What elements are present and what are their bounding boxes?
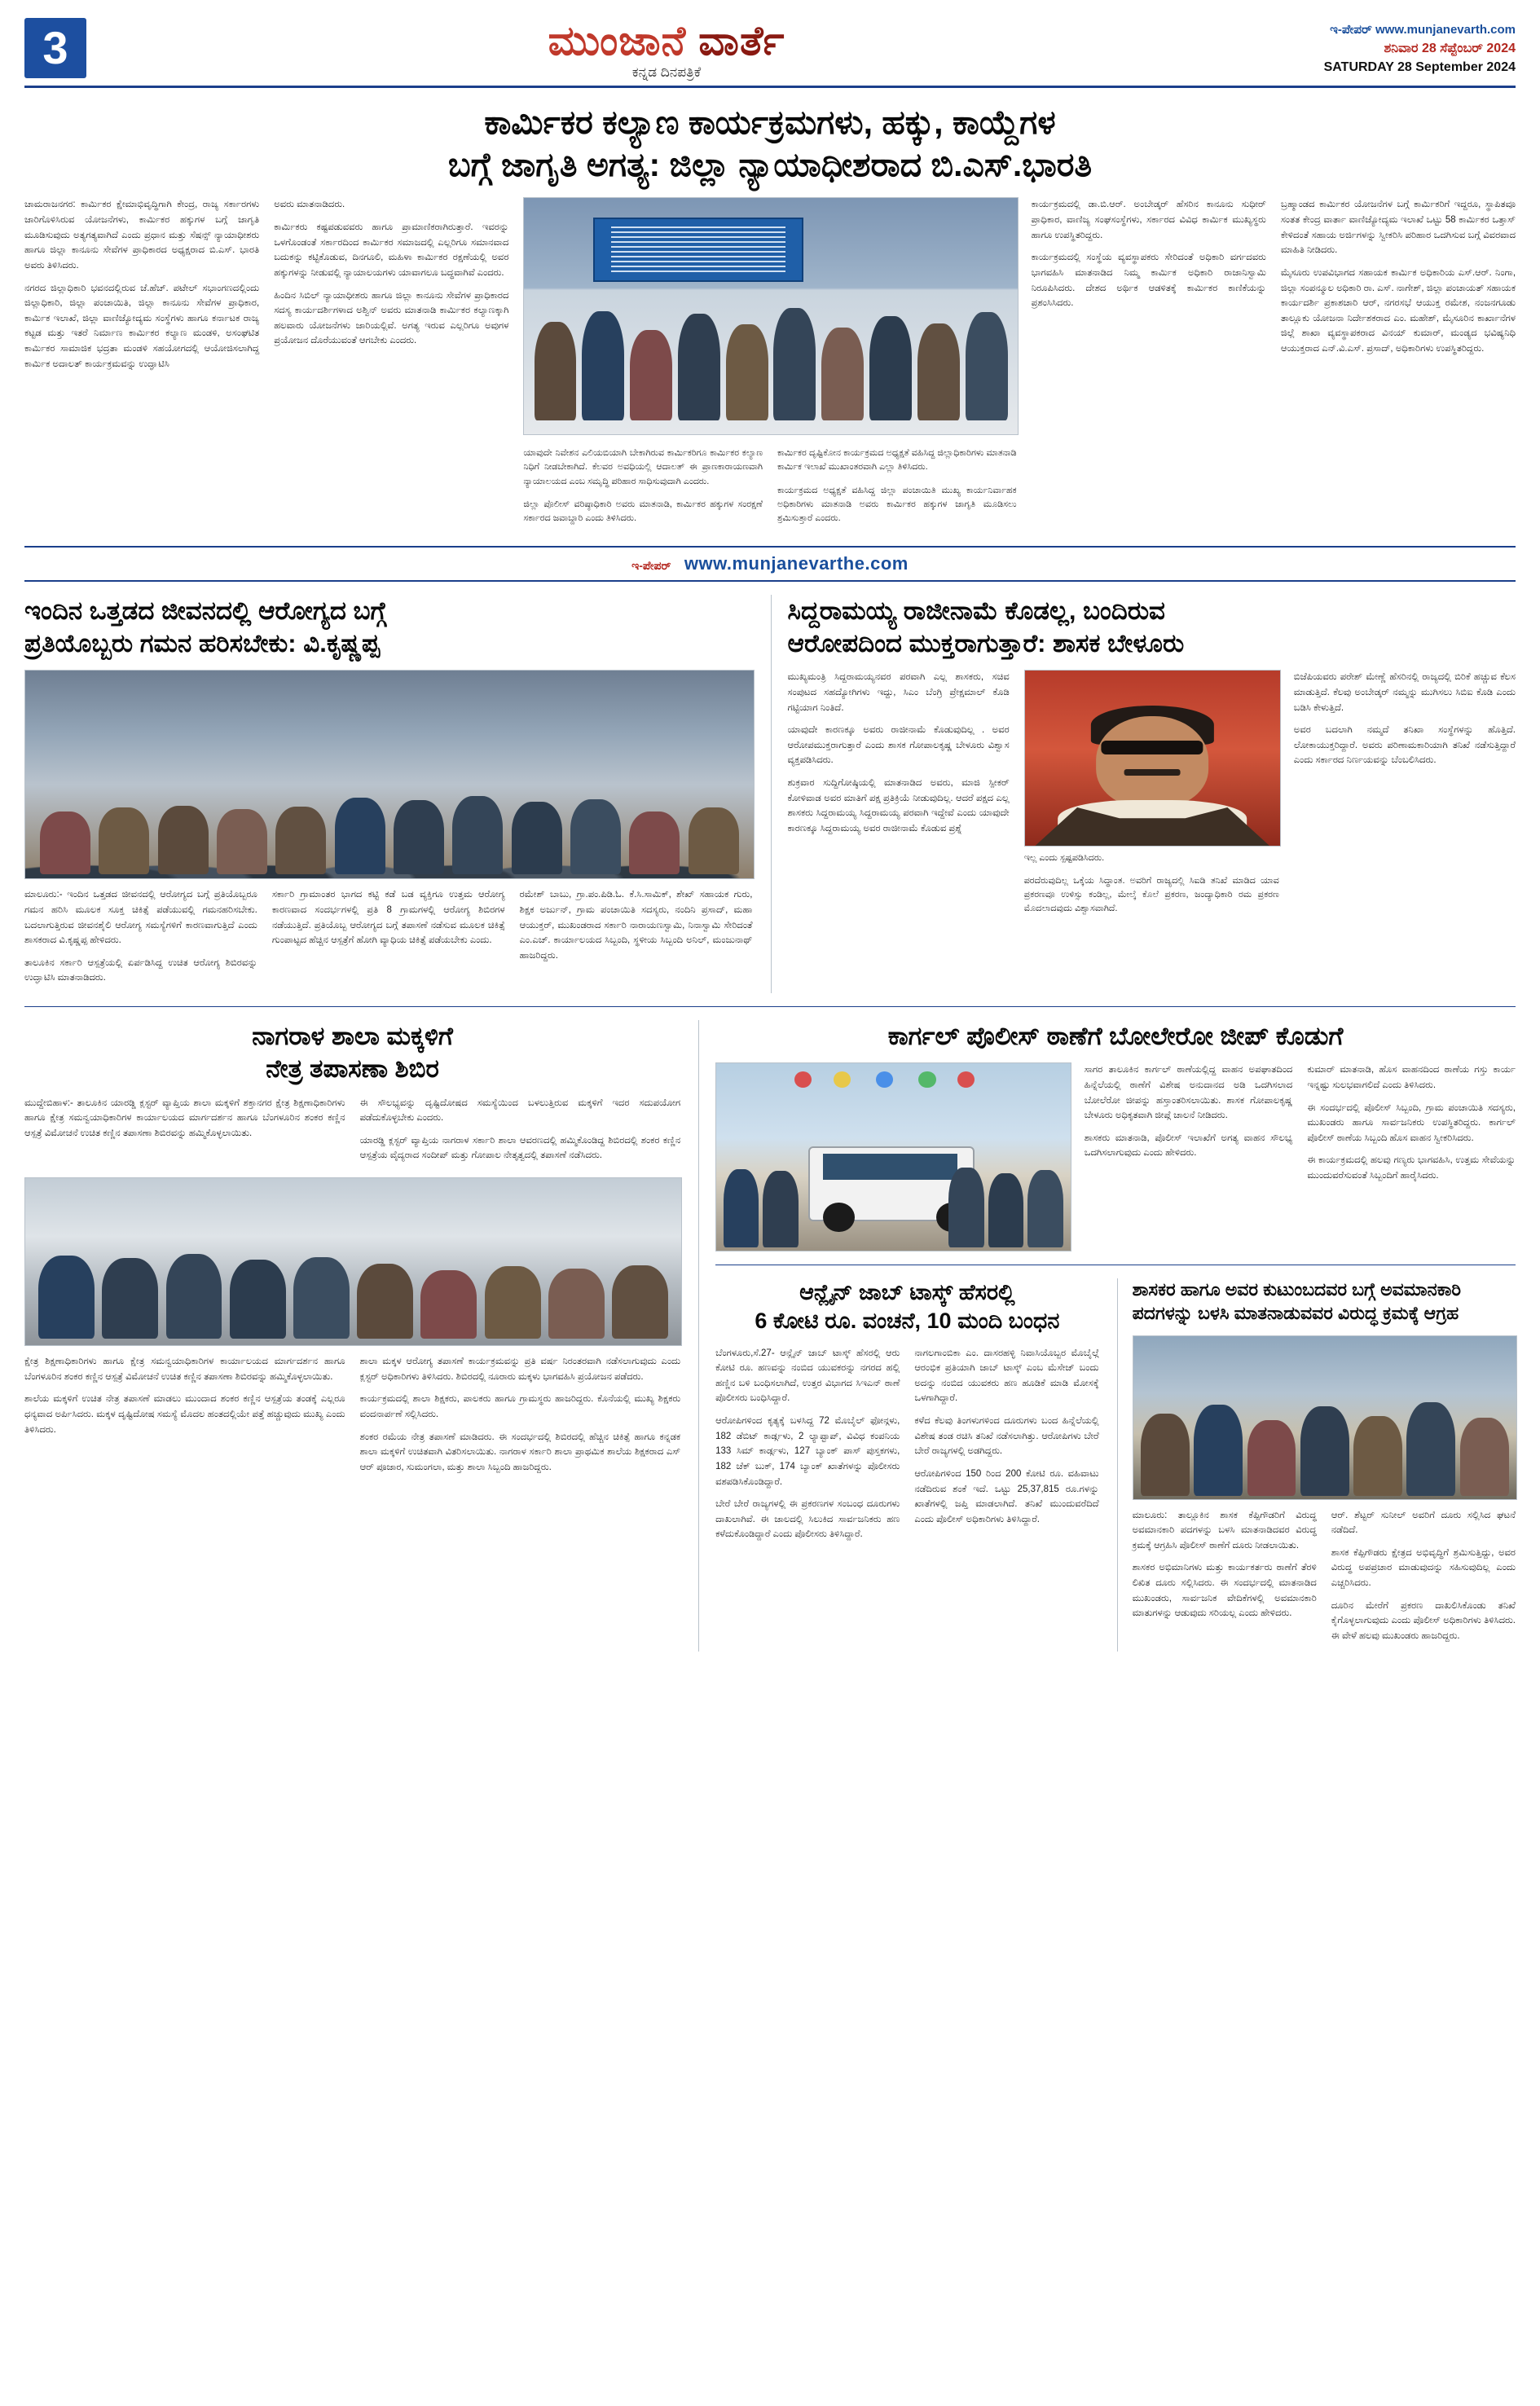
eye-camp-headline	[24, 1020, 680, 1086]
jeep-headline: ಕಾರ್ಗಲ್ ಪೊಲೀಸ್ ಠಾಣೆಗೆ ಬೋಲೇರೋ ಜೀಪ್ ಕೊಡುಗೆ	[887, 1022, 1344, 1051]
siddaramaiah-headline	[788, 595, 1516, 661]
paragraph: ಈ ಸೌಲಭ್ಯವನ್ನು ದೃಷ್ಟಿದೋಷದ ಸಮಸ್ಯೆಯಿಂದ ಬಳಲುತ್ತಿರುವ ಮಕ್ಕಳಿಗೆ ಇದರ ಸದುಪಯೋಗ ಪಡೆದುಕೊಳ್ಳಬೇಕು ಎಂದರು.	[359, 1097, 681, 1124]
paragraph: ಈ ಕಾರ್ಯಕ್ರಮದಲ್ಲಿ ಹಲವು ಗಣ್ಯರು ಭಾಗವಹಿಸಿ, ಉತ್ತಮ ಸೇವೆಯನ್ನು ಮುಂದುವರೆಸುವಂತೆ ಸಿಬ್ಬಂದಿಗೆ ಹಾರೈಸಿದರು.	[1307, 1155, 1516, 1181]
fourth-row	[715, 1278, 1516, 1651]
health-headline	[24, 595, 753, 661]
masthead-meta	[1247, 18, 1516, 77]
paragraph: ಬೇರೆ ಬೇರೆ ರಾಜ್ಯಗಳಲ್ಲಿ ಈ ಪ್ರಕರಣಗಳ ಸಂಬಂಧ ದೂರುಗಳು ದಾಖಲಾಗಿವೆ. ಈ ಜಾಲದಲ್ಲಿ ಸಿಲುಕಿದ ಸಾರ್ವಜನಿಕರು ಹಣ ಕಳೆದುಕೊಂಡಿದ್ದಾರೆ ಎಂದು ಪೊಲೀಸರು ತಿಳಿಸಿದ್ದಾರೆ.	[715, 1499, 900, 1540]
paragraph: ಶಾಲೆಯ ಮಕ್ಕಳಿಗೆ ಉಚಿತ ನೇತ್ರ ತಪಾಸಣೆ ಮಾಡಲು ಮುಂದಾದ ಶಂಕರ ಕಣ್ಣಿನ ಆಸ್ಪತ್ರೆಯ ತಂಡಕ್ಕೆ ಎಲ್ಲರೂ ಧನ್ಯವಾದ ಅರ್ಪಿಸಿದರು. ಮಕ್ಕಳ ದೃಷ್ಟಿದೋಷ ಸಮಸ್ಯೆ ಮೊದಲ ಹಂತದಲ್ಲಿಯೇ ಪತ್ತೆ ಹಚ್ಚುವುದು ಮುಖ್ಯ ಎಂದು ತಿಳಿಸಿದರು.	[24, 1394, 345, 1435]
newspaper-title	[86, 20, 1247, 63]
lead-story-columns	[24, 197, 1516, 534]
lead-event-photo	[523, 197, 1018, 435]
paragraph: ಕಾರ್ಯಕ್ರಮದಲ್ಲಿ ಶಾಲಾ ಶಿಕ್ಷಕರು, ಪಾಲಕರು ಹಾಗೂ ಗ್ರಾಮಸ್ಥರು ಹಾಜರಿದ್ದರು. ಕೊನೆಯಲ್ಲಿ ಮುಖ್ಯ ಶಿಕ್ಷಕರು ವಂದನಾರ್ಪಣೆ ಸಲ್ಲಿಸಿದರು.	[359, 1394, 681, 1419]
lead-col-3	[1032, 197, 1266, 534]
paragraph: ಮಾಲೂರು: ತಾಲ್ಲೂಕಿನ ಶಾಸಕ ಕೆಪ್ಪಿಗೌಡರಿಗೆ ವಿರುದ್ಧ ಅವಮಾನಕಾರಿ ಪದಗಳನ್ನು ಬಳಸಿ ಮಾತನಾಡಿದವರ ವಿರುದ್ಧ ಕ್ರಮಕ್ಕೆ ಆಗ್ರಹಿಸಿ ಪೊಲೀಸ್ ಠಾಣೆಗೆ ದೂರು ನೀಡಲಾಯಿತು.	[1132, 1510, 1317, 1550]
crime-headline-line2: ಪದಗಳನ್ನು ಬಳಸಿ ಮಾತನಾಡುವವರ ವಿರುದ್ಧ ಕ್ರಮಕ್ಕೆ ಆಗ್ರಹ	[1132, 1302, 1459, 1323]
lead-col-1	[24, 197, 259, 534]
mla-crime-story	[1117, 1278, 1516, 1651]
epaper-strip-label: ಇ-ಪೇಪರ್	[631, 558, 671, 572]
paragraph: ಬ್ರಹ್ಮಾಂಡದ ಕಾರ್ಮಿಕರ ಯೋಜನೆಗಳ ಬಗ್ಗೆ ಕಾರ್ಮಿಕರಿಗೆ ಇದ್ದರೂ, ಸ್ಥಾಪಿತವೂ ಸಂತತ ಕೇಂದ್ರ ವಾರ್ತಾ ವಾಣಿಜ್ಯೋದ್ಯಮ ಇಲಾಖೆ ಒಟ್ಟು 58 ಕಾರ್ಮಿಕರ ಒತ್ತಾಸ್ ಕೇಳಿದಂತೆ ಸಹಾಯ ಅರ್ಜಿಗಳನ್ನು ಸ್ವೀಕರಿಸಿ ಪರಿಹಾರ ಒದಗಿಸುವ ಬಗ್ಗೆ ವಿವರವಾದ ಮಾಹಿತಿ ನೀಡಿದರು.	[1280, 200, 1516, 256]
siddaramaiah-story	[771, 595, 1516, 993]
lead-col-2	[274, 197, 508, 534]
third-row	[24, 1020, 1516, 1651]
newspaper-subtitle: ಕನ್ನಡ ದಿನಪತ್ರಿಕೆ	[631, 64, 702, 80]
paragraph: ಚಾಮರಾಜನಗರ: ಕಾರ್ಮಿಕರ ಕ್ಷೇಮಾಭಿವೃದ್ಧಿಗಾಗಿ ಕೇಂದ್ರ, ರಾಜ್ಯ ಸರ್ಕಾರಗಳು ಜಾರಿಗೊಳಿಸಿರುವ ಯೋಜನೆಗಳು, ಕಾರ್ಮಿಕರ ಹಕ್ಕುಗಳ ಬಗ್ಗೆ ಜಾಗೃತಿ ಮೂಡಿಸುವುದು ಅತ್ಯಗತ್ಯವಾಗಿದೆ ಎಂದು ಪ್ರಧಾನ ಮತ್ತು ಸೆಷನ್ಸ್ ನ್ಯಾಯಾಧೀಶರು ಹಾಗೂ ಜಿಲ್ಲಾ ಕಾನೂನು ಸೇವೆಗಳ ಪ್ರಾಧಿಕಾರದ ಅಧ್ಯಕ್ಷರಾದ ಬಿ.ಎಸ್. ಭಾರತಿ ಅವರು ತಿಳಿಸಿದರು.	[24, 200, 260, 271]
job-headline-line2: 6 ಕೋಟಿ ರೂ. ವಂಚನೆ, 10 ಮಂದಿ ಬಂಧನ	[755, 1309, 1060, 1334]
sid-headline-line2: ಆರೋಪದಿಂದ ಮುಕ್ತರಾಗುತ್ತಾರೆ: ಶಾಸಕ ಬೇಳೂರು	[787, 628, 1185, 658]
paragraph: ತಾಲೂಕಿನ ಸರ್ಕಾರಿ ಆಸ್ಪತ್ರೆಯಲ್ಲಿ ಏರ್ಪಡಿಸಿದ್ದ ಉಚಿತ ಆರೋಗ್ಯ ಶಿಬಿರವನ್ನು ಉದ್ಘಾಟಿಸಿ ಮಾತನಾಡಿದರು.	[24, 957, 257, 983]
photo-caption: ಇಲ್ಲ ಎಂದು ಸ್ಪಷ್ಟಪಡಿಸಿದರು.	[1023, 853, 1105, 864]
paragraph: ಈ ಸಂದರ್ಭದಲ್ಲಿ ಪೊಲೀಸ್ ಸಿಬ್ಬಂದಿ, ಗ್ರಾಮ ಪಂಚಾಯಿತಿ ಸದಸ್ಯರು, ಮುಖಂಡರು ಹಾಗೂ ಸಾರ್ವಜನಿಕರು ಉಪಸ್ಥಿತರಿದ್ದರು. ಕಾರ್ಗಲ್ ಪೊಲೀಸ್ ಠಾಣೆಯ ಸಿಬ್ಬಂದಿ ಹೊಸ ವಾಹನ ಸ್ವೀಕರಿಸಿದರು.	[1307, 1102, 1516, 1143]
lead-headline-line2: ಬಗ್ಗೆ ಜಾಗೃತಿ ಅಗತ್ಯ: ಜಿಲ್ಲಾ ನ್ಯಾಯಾಧೀಶರಾದ ಬಿ.ಎಸ್.ಭಾರತಿ	[447, 145, 1093, 183]
paragraph: ಯಾವುದೇ ಕಾರಣಕ್ಕೂ ಅವರು ರಾಜೀನಾಮೆ ಕೊಡುವುದಿಲ್ಲ . ಅವರ ಆರೋಪಮುಕ್ತರಾಗುತ್ತಾರೆ ಎಂದು ಶಾಸಕ ಗೋಪಾಲಕೃಷ್ಣ ಬೇಳೂರು ವಿಶ್ವಾಸ ವ್ಯಕ್ತಪಡಿಸಿದರು.	[787, 725, 1010, 766]
dignitaries-row	[535, 284, 1008, 420]
paragraph: ಮುಖ್ಯಮಂತ್ರಿ ಸಿದ್ದರಾಮಯ್ಯನವರ ಪರವಾಗಿ ಎಲ್ಲ ಶಾಸಕರು, ಸಚಿವ ಸಂಪುಟದ ಸಹದ್ಯೋಗಿಗಳು ಇದ್ದು, ಸಿಎಂ ಬೆಂಗ್ರಿ ಪ್ರೇಕ್ಷಮಾಲ್ ಕೊಡಿ ಗಟ್ಟಿಯಾಗ ನಿಂತಿದೆ.	[787, 672, 1010, 713]
page-number-badge: 3	[24, 18, 86, 78]
paragraph: ಅವರ ಬದಲಾಗಿ ನಮ್ಮದೆ ತನಿಖಾ ಸಂಸ್ಥೆಗಳನ್ನು ಹೊತ್ತಿದೆ. ಲೋಕಾಯುಕ್ತರಿದ್ದಾರೆ. ಅವರು ಪರಿಣಾಮಕಾರಿಯಾಗಿ ತನಿಖೆ ನಡೆಸುತ್ತಿದ್ದಾರೆ ಎಂದು ಸರ್ಕಾರದ ನಿರ್ಣಯವನ್ನು ಬೆಂಬಲಿಸಿದರು.	[1293, 725, 1516, 766]
sunglasses-icon	[1102, 741, 1203, 754]
paragraph: ಶಾಸಕರ ಅಭಿಮಾನಿಗಳು ಮತ್ತು ಕಾರ್ಯಕರ್ತರು ಠಾಣೆಗೆ ತೆರಳಿ ಲಿಖಿತ ದೂರು ಸಲ್ಲಿಸಿದರು. ಈ ಸಂದರ್ಭದಲ್ಲಿ ಮಾತನಾಡಿದ ಮುಖಂಡರು, ಸಾರ್ವಜನಿಕ ವೇದಿಕೆಗಳಲ್ಲಿ ಅವಮಾನಕಾರಿ ಮಾತುಗಳನ್ನು ಆಡುವುದು ಸರಿಯಲ್ಲ ಎಂದು ಹೇಳಿದರು.	[1132, 1563, 1317, 1619]
paragraph: ಮೈಸೂರು ಉಪವಿಭಾಗದ ಸಹಾಯಕ ಕಾರ್ಮಿಕ ಅಧಿಕಾರಿಯ ಎಸ್.ಆರ್. ನಿಂಗಾ, ಜಿಲ್ಲಾ ಸಂಪನ್ಮೂಲ ಅಧಿಕಾರಿ ರಾ. ಎಸ್. ನಾಗೇಶ್, ಜಿಲ್ಲಾ ಪಂಚಾಯತ್ ಸಹಾಯಕ ಕಾರ್ಯದರ್ಶಿ ಪ್ರಕಾಶಚಾರಿ ಆರ್, ನಗರಸಭೆ ಆಯುಕ್ತ ರಮೇಶ, ನಂಜನಗೂಡು ತಾಲ್ಲೂಕು ಯೋಜನಾ ನಿರ್ದೇಶಕರಾದ ಎಂ. ಮಹೇಶ್, ಮೈಸೂರಿನ ಕಾರ್ಖಾನೆಗಳ ಜಿಲ್ಲೆ ಶಾಖಾ ವ್ಯವಸ್ಥಾಪಕರಾದ ವಿನಯ್ ಕುಮಾರ್, ಮಂಡ್ಯದ ಭವಿಷ್ಯನಿಧಿ ಆಯುಕ್ತರಾದ ಎನ್.ವಿ.ಎಸ್. ಪ್ರಸಾದ್, ಅಧಿಕಾರಿಗಳು ಉಪಸ್ಥಿತರಿದ್ದರು.	[1280, 267, 1516, 354]
paragraph: ರಮೇಶ್ ಬಾಬು, ಗ್ರಾ.ಪಂ.ಪಿಡಿ.ಓ. ಕೆ.ಸಿ.ಸಾಮಿಕ್, ಶೇಖ್ ಸಹಾಯಕ ಗುರು, ಶಿಕ್ಷಕ ಅರ್ಜುನ್, ಗ್ರಾಮ ಪಂಚಾಯಿತಿ ಸದಸ್ಯರು, ನಂದಿನಿ ಪ್ರಸಾದ್, ಮಹಾ ಆಯುಕ್ತರ್, ಮುಖಂಡರಾದ ಸರ್ಕಾರಿ ನಾರಾಯಣಸ್ವಾಮಿ, ನಿನಾಸ್ವಾಮಿ ಸೇರಿದಂತೆ ಎಂ.ಎಚ್. ಕಾರ್ಯಾಲಯದ ಸಿಬ್ಬಂದಿ, ಸ್ಥಳೀಯ ಸಿಬ್ಬಂದಿ ಅನಿಲ್, ಮಂಜುನಾಥ್ ಹಾಜರಿದ್ದರು.	[519, 890, 753, 961]
crime-headline-line1: ಶಾಸಕರ ಹಾಗೂ ಅವರ ಕುಟುಂಬದವರ ಬಗ್ಗೆ ಅವಮಾನಕಾರಿ	[1132, 1279, 1462, 1300]
lead-photo-column	[523, 197, 1016, 534]
health-headline-line1: ಇಂದಿನ ಒತ್ತಡದ ಜೀವನದಲ್ಲಿ ಆರೋಗ್ಯದ ಬಗ್ಗೆ	[24, 596, 387, 625]
mla-portrait-photo	[1024, 670, 1281, 847]
paragraph: ಕಾರ್ಯಕ್ರಮದಲ್ಲಿ ಡಾ.ಬಿ.ಆರ್. ಅಂಬೇಡ್ಕರ್ ಹೆಸರಿನ ಕಾನೂನು ಸುಧೀರ್ ಪ್ರಾಧಿಕಾರ, ವಾಣಿಜ್ಯ ಸಂಘಸಂಸ್ಥೆಗಳು, ಸರ್ಕಾರದ ವಿವಿಧ ಕಾರ್ಮಿಕ ಮುಖ್ಯಸ್ಥರು ಹಾಗೂ ಉಪಸ್ಥಿತರಿದ್ದರು.	[1031, 200, 1266, 240]
eye-headline-line2: ನೇತ್ರ ತಪಾಸಣಾ ಶಿಬಿರ	[266, 1054, 439, 1084]
paragraph: ಶುಕ್ರವಾರ ಸುದ್ದಿಗೋಷ್ಠಿಯಲ್ಲಿ ಮಾತನಾಡಿದ ಅವರು, ಮಾಜಿ ಸ್ಪೀಕರ್ ಕೋಳಿವಾಡ ಅವರ ಮಾತಿಗೆ ಪಕ್ಷ ಪ್ರತಿಕ್ರಿಯೆ ನೀಡುವುದಿಲ್ಲ. ಆದರೆ ಪಕ್ಷದ ಎಲ್ಲ ಶಾಸಕರು ಸಿದ್ದರಾಮಯ್ಯ ಸಿದ್ದರಾಮಯ್ಯ ಪರವಾಗಿ ಇದ್ದೇವೆ ಎಂದು ಯಾವುದೇ ಕಾರಣಕ್ಕೂ ಸಿದ್ದರಾಮಯ್ಯ ಅವರ ರಾಜೀನಾಮೆ ಕೊಡುವ ಪ್ರಶ್ನೆ	[787, 778, 1010, 834]
masthead	[24, 18, 1516, 88]
paragraph: ಕಾರ್ಮಿಕರ ದೃಷ್ಟಿಕೋನ ಕಾರ್ಯಕ್ರಮದ ಅಧ್ಯಕ್ಷತೆ ವಹಿಸಿದ್ದ ಜಿಲ್ಲಾಧಿಕಾರಿಗಳು ಮಾತನಾಡಿ ಕಾರ್ಮಿಕ ಇಲಾಖೆ ಮುಖಾಂತರವಾಗಿ ಎಲ್ಲಾ ತಿಳಿಸಿದರು.	[777, 448, 1017, 473]
paragraph: ಪರದೆರುವುದಿಲ್ಲ ಒಕ್ಕೆಯ ಸಿದ್ಧಾಂತ. ಅವರಿಗೆ ರಾಜ್ಯದಲ್ಲಿ ಸಿಐಡಿ ತನಿಖೆ ಮಾಡಿದ ಯಾವ ಪ್ರಕರಣವೂ ಉಳಿಸ್ಸು ಕಂಡಿಲ್ಲ, ಮೇಲ್ಕೆ ಕೊಲೆ ಪ್ರಕರಣ, ಜಂದ್ಯಾಧಿಕಾರಿ ರಮ ಪ್ರಕರಣ ಮೊದಲಾದವುದು ವಿಶ್ವಾಸವಾಗಿದೆ.	[1023, 876, 1279, 914]
epaper-label: ಇ-ಪೇಪರ್	[1330, 23, 1372, 37]
paragraph: ಯಾವುದೇ ನಿವೇಶನ ಎಲಿಯಬಿಯಾಗಿ ಬೇಕಾಗಿರುವ ಕಾರ್ಮಿಕರಿಗೂ ಕಾರ್ಮಿಕರ ಕಲ್ಯಾಣ ನಿಧಿಗೆ ನೀಡಬೇಕಾಗಿದೆ. ಕೆಲವರ ಅವಧಿಯಲ್ಲಿ ಆದಾಲತ್ ಈ ಪ್ರಾಣಕಾರಾಯಣವಾಗಿ ನ್ಯಾಯಾಲಯದ ಎಂಬ ಸಮೃದ್ಧಿ ಪರಿಹಾರ ಸಾಧಿಸುವುದಾಗಿ ಎಂದರು.	[523, 448, 763, 486]
paragraph: ದೂರಿನ ಮೇರೆಗೆ ಪ್ರಕರಣ ದಾಖಲಿಸಿಕೊಂಡು ತನಿಖೆ ಕೈಗೊಳ್ಳಲಾಗುವುದು ಎಂದು ಪೊಲೀಸ್ ಅಧಿಕಾರಿಗಳು ತಿಳಿಸಿದರು. ಈ ವೇಳೆ ಹಲವು ಮುಖಂಡರು ಹಾಜರಿದ್ದರು.	[1331, 1600, 1516, 1641]
title-word-1: ಮುಂಜಾನೆ	[548, 18, 687, 64]
website-strip-url[interactable]: www.munjanevarthe.com	[684, 552, 909, 574]
paragraph: ಸಾಗರ ತಾಲೂಕಿನ ಕಾರ್ಗಲ್ ಠಾಣೆಯಲ್ಲಿದ್ದ ವಾಹನ ಅಪಘಾತದಿಂದ ಹಿನ್ನೆಲೆಯಲ್ಲಿ ಠಾಣೆಗೆ ವಿಶೇಷ ಅನುದಾನದ ಅಡಿ ಒದಗಿಸಲಾದ ಬೋಲೆರೋ ಜೀಪನ್ನು ಹಸ್ತಾಂತರಿಸಲಾಯಿತು. ಶಾಸಕ ಗೋಪಾಲಕೃಷ್ಣ ಬೇಳೂರು ಅಧಿಕೃತವಾಗಿ ಜೀಪ್ಗೆ ಚಾಲನೆ ನೀಡಿದರು.	[1084, 1065, 1293, 1121]
health-story	[24, 595, 753, 993]
paragraph: ಜಿಲ್ಲಾ ಪೊಲೀಸ್ ವರಿಷ್ಠಾಧಿಕಾರಿ ಅವರು ಮಾತನಾಡಿ, ಕಾರ್ಮಿಕರ ಹಕ್ಕುಗಳ ಸಂರಕ್ಷಣೆ ಸರ್ಕಾರದ ಜವಾಬ್ದಾರಿ ಎಂದು ತಿಳಿಸಿದರು.	[523, 499, 763, 523]
paragraph: ನಗರದ ಜಿಲ್ಲಾಧಿಕಾರಿ ಭವನದಲ್ಲಿರುವ ಜೆ.ಹೆಚ್. ಪಟೇಲ್ ಸಭಾಂಗಣದಲ್ಲಿಂದು ಜಿಲ್ಲಾಧಿಕಾರಿ, ಜಿಲ್ಲಾ ಪಂಚಾಯಿತಿ, ಜಿಲ್ಲಾ ಕಾನೂನು ಸೇವೆಗಳ ಪ್ರಾಧಿಕಾರ, ಕಾರ್ಮಿಕ ಇಲಾಖೆ, ಜಿಲ್ಲಾ ವಾಣಿಜ್ಯೋದ್ಯಮ ಸಂಸ್ಥೆಗಳು ಹಾಗೂ ಕರ್ನಾಟಕ ರಾಜ್ಯ ಕಟ್ಟಡ ಮತ್ತು ಇತರೆ ನಿರ್ಮಾಣ ಕಾರ್ಮಿಕರ ಕಲ್ಯಾಣ ಮಂಡಳಿ, ಅಸಂಘಟಿತ ಕಾರ್ಮಿಕರ ಸಾಮಾಜಿಕ ಭದ್ರತಾ ಮಂಡಳಿ ಸಹಯೋಗದಲ್ಲಿ ಆಯೋಜಿಸಲಾಗಿದ್ದ ಕಾರ್ಮಿಕ ಅದಾಲತ್ ಕಾರ್ಯಕ್ರಮವನ್ನು ಉದ್ಘಾಟಿಸಿ	[24, 283, 260, 369]
paragraph: ಬೆಂಗಳೂರು,ಸೆ.27- ಆನ್ಲೈನ್ ಜಾಬ್ ಟಾಸ್ಕ್ ಹೆಸರಲ್ಲಿ ಆರು ಕೋಟಿ ರೂ. ಹಣವನ್ನು ನಂಬಿದ ಯುವಕರನ್ನು ನಗರದ ಹಲ್ಲಿ ಹಣ್ಣಿನ ಬಳಿ ಬಂಧಿಸಲಾಗಿದೆ, ಉತ್ತರ ವಿಭಾಗದ ಸಿಇಎನ್ ಠಾಣೆ ಪೊಲೀಸರು ಬಂಧಿಸಿದ್ದಾರೆ.	[715, 1348, 900, 1404]
paragraph: ಅವರು ಮಾತನಾಡಿದರು.	[274, 200, 345, 210]
masthead-title-block	[86, 20, 1247, 81]
paragraph: ಶಾಸಕ ಕೆಪ್ಪಿಗೌಡರು ಕ್ಷೇತ್ರದ ಅಭಿವೃದ್ಧಿಗೆ ಶ್ರಮಿಸುತ್ತಿದ್ದು, ಅವರ ವಿರುದ್ಧ ಅಪಪ್ರಚಾರ ಮಾಡುವುದನ್ನು ಸಹಿಸುವುದಿಲ್ಲ ಎಂದು ಎಚ್ಚರಿಸಿದರು.	[1331, 1547, 1516, 1588]
paragraph: ಕಾರ್ಮಿಕರು ಕಷ್ಟಪಡುವವರು ಹಾಗೂ ಪ್ರಾಮಾಣಿಕರಾಗಿರುತ್ತಾರೆ. ಇವರನ್ನು ಒಳಗೊಂಡಂತೆ ಸರ್ಕಾರದಿಂದ ಕಾರ್ಮಿಕರ ಸಮಾಜದಲ್ಲಿ ಎಲ್ಲರಿಗೂ ಸಮಾನವಾದ ಬದುಕನ್ನು ಕಟ್ಟಿಕೊಡುವ, ದಿನಗೂಲಿ, ಮಹಿಳಾ ಕಾರ್ಮಿಕರ ರಕ್ಷಣೆಯಲ್ಲಿ ಅವರ ಹಕ್ಕುಗಳನ್ನು ನೀಡುವಲ್ಲಿ ನ್ಯಾಯಾಲಯಗಳು ಯಾವಾಗಲೂ ಬದ್ಧವಾಗಿವೆ ಎಂದರು.	[274, 222, 509, 278]
paragraph: ಶಾಸಕರು ಮಾತನಾಡಿ, ಪೊಲೀಸ್ ಇಲಾಖೆಗೆ ಅಗತ್ಯ ವಾಹನ ಸೌಲಭ್ಯ ಒದಗಿಸಲಾಗುವುದು ಎಂದು ಹೇಳಿದರು.	[1084, 1133, 1293, 1159]
sid-headline-line1: ಸಿದ್ದರಾಮಯ್ಯ ರಾಜೀನಾಮೆ ಕೊಡಲ್ಲ, ಬಂದಿರುವ	[787, 596, 1165, 625]
mla-crime-headline	[1133, 1278, 1516, 1325]
date-english: SATURDAY 28 September 2024	[1323, 59, 1516, 74]
paragraph: ಆರೋಪಿಗಳಿಂದ ಕೃತ್ಯಕ್ಕೆ ಬಳಸಿದ್ದ 72 ಮೊಬೈಲ್ ಫೋನ್ಗಳು, 182 ಡೆಬಿಟ್ ಕಾರ್ಡ್ಗಳು, 2 ಲ್ಯಾಪ್ಟಾಪ್, ವಿವಿಧ ಕಂಪನಿಯ 133 ಸಿಮ್ ಕಾರ್ಡ್ಗಳು, 127 ಬ್ಯಾಂಕ್ ಪಾಸ್ ಪುಸ್ತಕಗಳು, 182 ಚೆಕ್ ಬುಕ್, 174 ಬ್ಯಾಂಕ್ ಖಾತೆಗಳನ್ನು ಪೊಲೀಸರು ವಶಪಡಿಸಿಕೊಂಡಿದ್ದಾರೆ.	[715, 1416, 900, 1487]
paragraph: ಕಳೆದ ಕೆಲವು ತಿಂಗಳುಗಳಿಂದ ದೂರುಗಳು ಬಂದ ಹಿನ್ನೆಲೆಯಲ್ಲಿ ವಿಶೇಷ ತಂಡ ರಚಿಸಿ ತನಿಖೆ ನಡೆಸಲಾಗಿತ್ತು. ಆರೋಪಿಗಳು ಬೇರೆ ಬೇರೆ ರಾಜ್ಯಗಳಲ್ಲಿ ಅಡಗಿದ್ದರು.	[914, 1416, 1099, 1457]
second-row	[24, 595, 1516, 993]
jeep-handover-photo	[715, 1062, 1071, 1251]
complainants-group-photo	[1133, 1335, 1517, 1500]
jeep-and-more	[698, 1020, 1516, 1651]
eye-camp-story	[24, 1020, 680, 1651]
paragraph: ಕ್ಷೇತ್ರ ಶಿಕ್ಷಣಾಧಿಕಾರಿಗಳು ಹಾಗೂ ಕ್ಷೇತ್ರ ಸಮನ್ವಯಾಧಿಕಾರಿಗಳ ಕಾರ್ಯಾಲಯದ ಮಾರ್ಗದರ್ಶನ ಹಾಗೂ ಬೆಂಗಳೂರಿನ ಶಂಕರ ಕಣ್ಣಿನ ಆಸ್ಪತ್ರೆ ವಿಮೋಚನೆ ಉಚಿತ ಕಣ್ಣಿನ ತಪಾಸಣಾ ಶಿಬಿರವನ್ನು ಹಮ್ಮಿಕೊಳ್ಳಲಾಯಿತು.	[24, 1357, 345, 1382]
title-word-2: ವಾರ್ತೆ	[698, 18, 785, 64]
health-camp-photo	[24, 670, 755, 879]
face-shape	[1096, 716, 1208, 807]
paragraph: ಸರ್ಕಾರಿ ಗ್ರಾಮಾಂತರ ಭಾಗದ ಕಟ್ಟಿ ಕಡೆ ಬಡ ವ್ಯಕ್ತಿಗೂ ಉತ್ತಮ ಆರೋಗ್ಯ ಕಾರಣವಾದ ಸಂದರ್ಭಗಳಲ್ಲಿ ಪ್ರತಿ 8 ಗ್ರಾಮಗಳಲ್ಲಿ ಆರೋಗ್ಯ ಶಿಬಿರಗಳ ನಡೆಯುತ್ತಿದೆ. ಪ್ರತಿಯೊಬ್ಬ ಆರೋಗ್ಯದ ಬಗ್ಗೆ ತಪಾಸಣೆ ನಡೆಸುವ ಮೂಲಕ ಚಿಕಿತ್ಸೆ ಗುಂಪಾಟ್ಟದ ಹೆಚ್ಚಿನ ಆಸ್ಪತ್ರೆಗೆ ಹೋಗಿ ವ್ಯಾಧಿಯ ಚಿಕಿತ್ಸೆ ಪಡೆಯಬೇಕು ಎಂದು.	[271, 890, 505, 946]
epaper-link[interactable]	[1247, 21, 1516, 39]
health-headline-line2: ಪ್ರತಿಯೊಬ್ಬರು ಗಮನ ಹರಿಸಬೇಕು: ವಿ.ಕೃಷ್ಣಪ್ಪ	[24, 628, 381, 658]
online-job-story	[715, 1278, 1098, 1651]
website-strip[interactable]	[24, 546, 1516, 582]
paragraph: ಯಾರಡ್ಡಿ ಕ್ಲಸ್ಟರ್ ವ್ಯಾಪ್ತಿಯ ನಾಗರಾಳ ಸರ್ಕಾರಿ ಶಾಲಾ ಆವರಣದಲ್ಲಿ ಹಮ್ಮಿಕೊಂಡಿದ್ದ ಶಿಬಿರದಲ್ಲಿ ಶಂಕರ ಕಣ್ಣಿನ ಆಸ್ಪತ್ರೆಯ ವೈದ್ಯರಾದ ಸಂದೀಪ್ ಮತ್ತು ಗೋಪಾಲ ನೇತೃತ್ವದಲ್ಲಿ ತಪಾಸಣೆ ನಡೆಸಿದರು.	[359, 1135, 681, 1161]
paragraph: ಕಾರ್ಯಕ್ರಮದಲ್ಲಿ ಸಂಸ್ಥೆಯ ವ್ಯವಸ್ಥಾಪಕರು ಸೇರಿದಂತೆ ಅಧಿಕಾರಿ ವರ್ಗದವರು ಭಾಗವಹಿಸಿ ಮಾತನಾಡಿದ ನಿಮ್ಮ ಕಾರ್ಮಿಕ ಅಧಿಕಾರಿ ರಾಜಾನಿಸ್ವಾಮಿ ನಿರೂಪಿಸಿದರು. ದೇಶದ ಅರ್ಥಿಕ ಆಡಳಿತಕ್ಕೆ ಕಾರ್ಮಿಕರ ಕಾಣಿಕೆಯನ್ನು ಪ್ರಶಂಸಿಸಿದರು.	[1031, 253, 1266, 309]
eye-camp-photo	[24, 1177, 682, 1346]
paragraph: ಮುದ್ದೇಬಿಹಾಳ:- ತಾಲೂಕಿನ ಯಾರಡ್ಡಿ ಕ್ಲಸ್ಟರ್ ವ್ಯಾಪ್ತಿಯ ಶಾಲಾ ಮಕ್ಕಳಿಗೆ ಶಕ್ತಾನಗರ ಕ್ಷೇತ್ರ ಶಿಕ್ಷಣಾಧಿಕಾರಿಗಳು ಹಾಗೂ ಕ್ಷೇತ್ರ ಸಮನ್ವಯಾಧಿಕಾರಿಗಳ ಕಾರ್ಯಾಲಯದ ಮಾರ್ಗದರ್ಶನ ಹಾಗೂ ಬೆಂಗಳೂರಿನ ಶಂಕರ ಕಣ್ಣಿನ ಆಸ್ಪತ್ರೆ ವಿಮೋಚನೆ ಉಚಿತ ಕಣ್ಣಿನ ತಪಾಸಣಾ ಶಿಬಿರವನ್ನು ಹಮ್ಮಿಕೊಳ್ಳಲಾಯಿತು.	[24, 1097, 345, 1138]
paragraph: ಹಿಂದಿನ ಸಿಬಿಲ್ ನ್ಯಾಯಾಧೀಶರು ಹಾಗೂ ಜಿಲ್ಲಾ ಕಾನೂನು ಸೇವೆಗಳ ಪ್ರಾಧಿಕಾರದ ಸದಸ್ಯ ಕಾರ್ಯದರ್ಶಿಗಳಾದ ಅಶ್ವಿನ್ ಅವರು ಮಾತನಾಡಿ ಕಾರ್ಮಿಕರ ಕಲ್ಯಾಣಕ್ಕಾಗಿ ಹಲವಾರು ಯೋಜನೆಗಳು ಜಾರಿಯಲ್ಲಿವೆ. ಅಗತ್ಯ ಇರುವ ಎಲ್ಲರಿಗೂ ಅವುಗಳ ಪ್ರಯೋಜನ ದೊರೆಯುವಂತೆ ಆಗಬೇಕು ಎಂದರು.	[274, 290, 509, 346]
paragraph: ಬಿಜೆಪಿಯವರು ಪರೇಶ್ ಮೇಣ್ಣೆ ಹೆಸರಿನಲ್ಲಿ ರಾಜ್ಯದಲ್ಲಿ ಬಿರಿಕೆ ಹಚ್ಚುವ ಕೆಲಸ ಮಾಡುತ್ತಿದೆ. ಕೆಲವು ಅಂಬೇಡ್ಕರ್ ನಮ್ಮನ್ನು ಮುಗಿಸಲು ಸಿಬಿಐ ಕೊಡಿ ಎಂದು ಬಡಿಸಿ ಕೇಳುತ್ತಿದೆ.	[1293, 672, 1516, 713]
paragraph: ಶಂಕರ ರಮೆಯ ನೇತ್ರ ತಪಾಸಣೆ ಮಾಡಿದರು. ಈ ಸಂದರ್ಭದಲ್ಲಿ ಶಿಬಿರದಲ್ಲಿ ಹೆಚ್ಚಿನ ಚಿಕಿತ್ಸೆ ಹಾಗೂ ಕನ್ನಡಕ ಶಾಲಾ ಮಕ್ಕಳಿಗೆ ಉಚಿತವಾಗಿ ವಿತರಿಸಲಾಯಿತು. ನಾಗರಾಳ ಸರ್ಕಾರಿ ಶಾಲಾ ಪ್ರಾಥಮಿಕ ಶಾಲೆಯ ಶಿಕ್ಷಕರಾದ ಎಸ್ ಆರ್ ಪೂಜಾರ, ಸುಮಂಗಲಾ, ಮತ್ತು ಶಾಲಾ ಸಿಬ್ಬಂದಿ ಹಾಜರಿದ್ದರು.	[359, 1432, 681, 1472]
lead-headline	[39, 101, 1501, 187]
section-divider	[24, 1006, 1516, 1007]
masthead-website[interactable]: www.munjanevarth.com	[1375, 23, 1516, 37]
moustache-shape	[1124, 769, 1181, 776]
lead-col-4	[1281, 197, 1516, 534]
paragraph: ಕುಮಾರ್ ಮಾತನಾಡಿ, ಹೊಸ ವಾಹನದಿಂದ ಠಾಣೆಯ ಗಸ್ತು ಕಾರ್ಯ ಇನ್ನಷ್ಟು ಸುಲಭವಾಗಲಿದೆ ಎಂದು ತಿಳಿಸಿದರು.	[1307, 1065, 1516, 1090]
paragraph: ಮಾಲೂರು:- ಇಂದಿನ ಒತ್ತಡದ ಜೀವನದಲ್ಲಿ ಆರೋಗ್ಯದ ಬಗ್ಗೆ ಪ್ರತಿಯೊಬ್ಬರೂ ಗಮನ ಹರಿಸಿ ಮೂಲಕ ಸೂಕ್ತ ಚಿಕಿತ್ಸೆ ಪಡೆಯುವಲ್ಲಿ ಗಮನಹರಿಸಬೇಕು. ಬದಲಾಗುತ್ತಿರುವ ಜೀವನಶೈಲಿ ಆರೋಗ್ಯ ಸಮಸ್ಯೆಗಳಿಗೆ ಕಾರಣವಾಗುತ್ತಿದೆ ಎಂದು ಶಾಸಕರಾದ ವಿ.ಕೃಷ್ಣಪ್ಪ ಹೇಳಿದರು.	[24, 890, 257, 946]
paragraph: ಶಾಲಾ ಮಕ್ಕಳ ಆರೋಗ್ಯ ತಪಾಸಣೆ ಕಾರ್ಯಕ್ರಮವನ್ನು ಪ್ರತಿ ವರ್ಷ ನಿರಂತರವಾಗಿ ನಡೆಸಲಾಗುವುದು ಎಂದು ಕ್ಲಸ್ಟರ್ ಅಧಿಕಾರಿಗಳು ತಿಳಿಸಿದರು. ಶಿಬಿರದಲ್ಲಿ ನೂರಾರು ಮಕ್ಕಳು ಭಾಗವಹಿಸಿ ಪ್ರಯೋಜನ ಪಡೆದರು.	[359, 1357, 681, 1382]
paragraph: ನಾಗಲಗಾಂಬಿಕಾ ಎಂ. ದಾಸರಹಳ್ಳಿ ನಿವಾಸಿಯೊಬ್ಬರ ಮೊಬೈಲ್ಗೆ ಆರಂಭಿಕ ಪ್ರತಿಯಾಗಿ ಜಾಬ್ ಟಾಸ್ಕ್ ಎಂಬ ಮೆಸೇಜ್ ಬಂದು ಅದನ್ನು ನಂಬಿದ ಯುವಕರು ಹಣ ಹೂಡಿಕೆ ಮಾಡಿ ಮೋಸಕ್ಕೆ ಒಳಗಾಗಿದ್ದಾರೆ.	[914, 1348, 1099, 1404]
lead-headline-line1: ಕಾರ್ಮಿಕರ ಕಲ್ಯಾಣ ಕಾರ್ಯಕ್ರಮಗಳು, ಹಕ್ಕು, ಕಾಯ್ದೆಗಳ	[484, 103, 1056, 141]
date-kannada: ಶನಿವಾರ 28 ಸೆಪ್ಟೆಂಬರ್ 2024	[1384, 41, 1516, 55]
eye-headline-line1: ನಾಗರಾಳ ಶಾಲಾ ಮಕ್ಕಳಿಗೆ	[252, 1022, 453, 1051]
paragraph: ಆರೋಪಿಗಳಿಂದ 150 ರಿಂದ 200 ಕೋಟಿ ರೂ. ವಹಿವಾಟು ನಡೆದಿರುವ ಶಂಕೆ ಇದೆ. ಒಟ್ಟು 25,37,815 ರೂ.ಗಳನ್ನು ಖಾತೆಗಳಲ್ಲಿ ಜಪ್ತಿ ಮಾಡಲಾಗಿದೆ. ತನಿಖೆ ಮುಂದುವರೆದಿದೆ ಎಂದು ಪೊಲೀಸ್ ಅಧಿಕಾರಿಗಳು ತಿಳಿಸಿದ್ದಾರೆ.	[914, 1468, 1099, 1524]
online-job-headline	[715, 1278, 1098, 1335]
paragraph: ಕಾರ್ಯಕ್ರಮದ ಅಧ್ಯಕ್ಷತೆ ವಹಿಸಿದ್ದ ಜಿಲ್ಲಾ ಪಂಚಾಯಿತಿ ಮುಖ್ಯ ಕಾರ್ಯನಿರ್ವಾಹಕ ಅಧಿಕಾರಿಗಳು ಮಾತನಾಡಿ ಅವರು ಕಾರ್ಮಿಕರ ಹಕ್ಕುಗಳ ಜಾಗೃತಿ ಮೂಡಿಸಲು ಶ್ರಮಿಸುತ್ತಾರೆ ಎಂದರು.	[777, 485, 1017, 523]
paragraph: ಆರ್. ಶೆಟ್ಟರ್ ಸುನೀಲ್ ಅವರಿಗೆ ದೂರು ಸಲ್ಲಿಸಿದ ಘಟನೆ ನಡೆದಿದೆ.	[1331, 1510, 1516, 1536]
job-headline-line1: ಆನ್ಲೈನ್ ಜಾಬ್ ಟಾಸ್ಕ್ ಹೆಸರಲ್ಲಿ	[799, 1280, 1015, 1305]
stage-banner	[593, 218, 803, 282]
